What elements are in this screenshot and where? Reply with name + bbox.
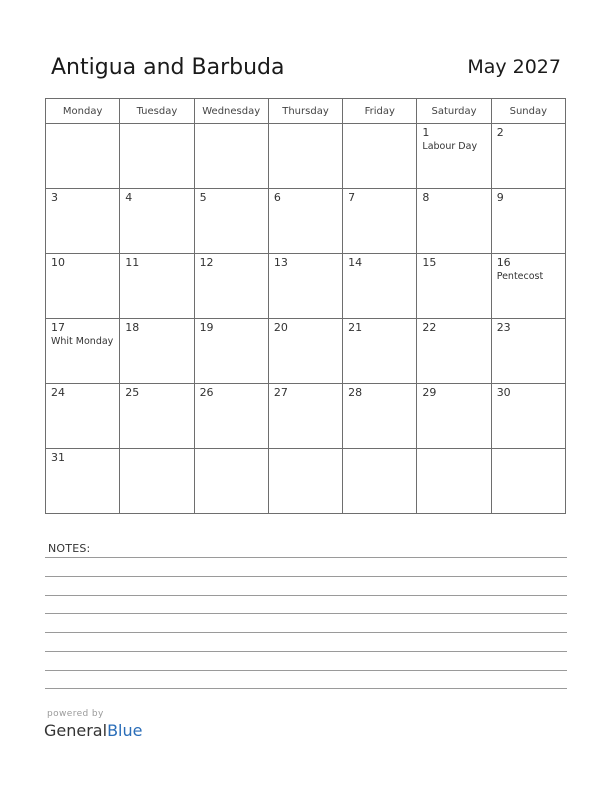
calendar-day-cell [491,254,565,319]
weekday-header: Sunday [491,99,565,124]
brand-name-part1: General [44,721,108,740]
calendar-week-row [46,319,566,384]
day-number: 1 [422,126,430,139]
day-number: 5 [199,191,207,204]
day-number: 26 [199,386,214,399]
calendar-day-cell [120,189,194,254]
calendar-day-cell [491,384,565,449]
calendar-day-cell [120,124,194,189]
day-number: 17 [51,321,65,334]
day-number: 20 [273,321,288,334]
calendar-day-cell [194,319,268,384]
day-number: 30 [496,386,511,399]
calendar-day-cell [343,189,417,254]
calendar-day-cell [343,384,417,449]
note-line [45,688,567,689]
calendar-day-cell [46,254,120,319]
calendar-day-cell [417,384,491,449]
day-number: 22 [422,321,437,334]
day-number: 28 [348,386,363,399]
day-number: 15 [422,256,437,269]
calendar-day-cell [491,124,565,189]
calendar-day-cell [46,319,120,384]
calendar-day-cell [120,449,194,514]
calendar-week-row [46,449,566,514]
calendar-day-cell [194,189,268,254]
day-number: 25 [125,386,140,399]
day-number: 2 [496,126,504,139]
weekday-header: Thursday [268,99,342,124]
note-line [45,632,567,633]
day-number: 11 [125,256,140,269]
day-number: 14 [348,256,363,269]
calendar-week-row [46,189,566,254]
calendar-day-cell [343,254,417,319]
calendar-day-cell [491,449,565,514]
holiday-label: Pentecost [496,271,544,282]
calendar-day-cell [120,254,194,319]
calendar-day-cell [194,384,268,449]
calendar-day-cell [120,319,194,384]
note-line [45,576,567,577]
day-number: 16 [496,256,511,269]
day-number: 6 [273,191,281,204]
calendar-day-cell [343,449,417,514]
generalblue-logo[interactable] [44,721,142,740]
calendar-country-title: Antigua and Barbuda [51,55,285,80]
weekday-header: Tuesday [120,99,194,124]
day-number: 4 [125,191,133,204]
calendar-day-cell [268,189,342,254]
calendar-body [46,124,566,514]
calendar-day-cell [343,319,417,384]
calendar-day-cell [417,449,491,514]
brand-name-part2: Blue [107,721,143,740]
day-number: 24 [51,386,65,399]
calendar-day-cell [46,449,120,514]
calendar-day-cell [46,189,120,254]
day-number: 12 [199,256,214,269]
calendar-day-cell [268,384,342,449]
calendar-day-cell [417,319,491,384]
calendar-day-cell [268,319,342,384]
day-number: 18 [125,321,140,334]
calendar-day-cell [343,124,417,189]
day-number: 27 [273,386,288,399]
weekday-header: Monday [46,99,120,124]
calendar-day-cell [268,254,342,319]
weekday-header: Wednesday [194,99,268,124]
day-number: 29 [422,386,437,399]
note-line [45,557,567,558]
note-line [45,613,567,614]
weekday-header: Friday [343,99,417,124]
calendar-week-row [46,384,566,449]
calendar-week-row [46,124,566,189]
day-number: 7 [348,191,356,204]
note-line [45,670,567,671]
holiday-label: Labour Day [422,141,478,152]
calendar-day-cell [417,124,491,189]
calendar-day-cell [417,189,491,254]
day-number: 23 [496,321,511,334]
weekday-header-row [46,99,566,124]
calendar-day-cell [491,319,565,384]
calendar-day-cell [46,124,120,189]
day-number: 3 [51,191,58,204]
calendar-day-cell [194,254,268,319]
calendar-day-cell [120,384,194,449]
powered-by-text: powered by [47,709,104,719]
day-number: 19 [199,321,214,334]
calendar-day-cell [194,449,268,514]
day-number: 21 [348,321,363,334]
calendar-day-cell [417,254,491,319]
calendar-day-cell [268,124,342,189]
day-number: 10 [51,256,65,269]
weekday-header: Saturday [417,99,491,124]
calendar-week-row [46,254,566,319]
day-number: 31 [51,451,65,464]
calendar-day-cell [46,384,120,449]
day-number: 9 [496,191,504,204]
day-number: 8 [422,191,430,204]
note-line [45,651,567,652]
calendar-month-year: May 2027 [467,56,561,78]
notes-label: NOTES: [48,542,91,555]
day-number: 13 [273,256,288,269]
calendar-day-cell [491,189,565,254]
calendar-day-cell [268,449,342,514]
calendar-grid [45,98,566,514]
calendar-day-cell [194,124,268,189]
note-line [45,595,567,596]
holiday-label: Whit Monday [51,336,114,347]
